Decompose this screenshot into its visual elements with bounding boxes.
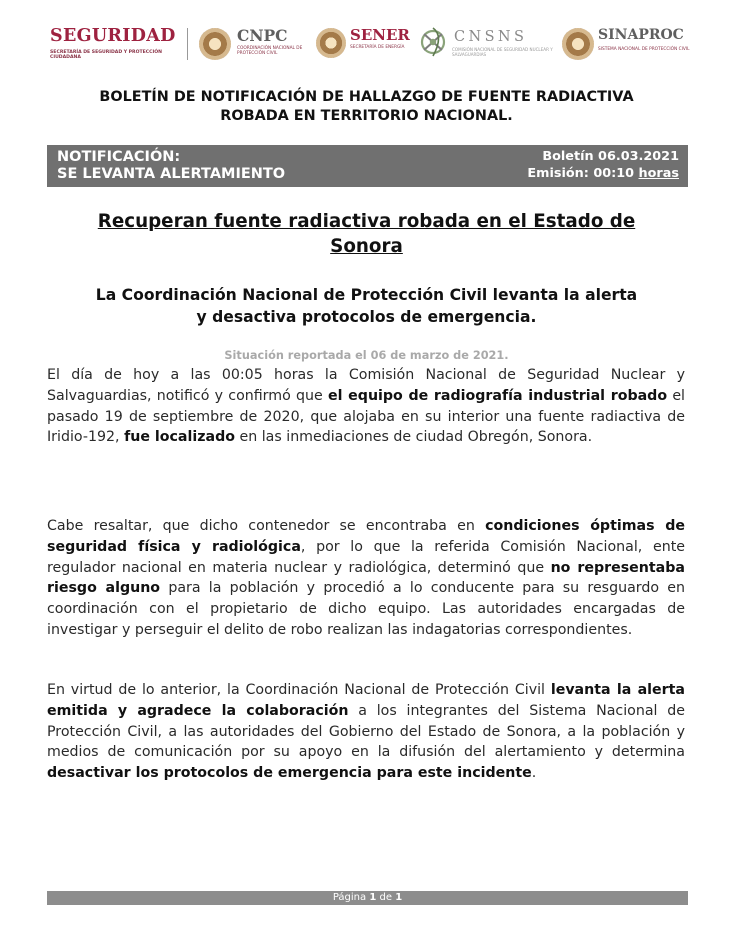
paragraph-1-text-2: el pasado 19 de septiembre de 2020, que alojaba en su interior una fuente radiactiva de Iridio-192, <box>47 387 685 446</box>
subheadline <box>60 284 673 328</box>
paragraph-1 <box>47 365 685 448</box>
paragraph-1-text-3: en las inmediaciones de ciudad Obregón, Sonora. <box>234 429 593 446</box>
paragraph-2-text-3: para la población y procedió a lo conducente para su resguardo en coordinación con el propietario de dicho equipo. Las autoridades encargadas de investigar y perseguir el delito de robo realizan las indagatorias correspondientes. <box>47 580 686 638</box>
bulletin-number: Boletín 06.03.2021 <box>542 149 679 164</box>
seguridad-logo-subtitle: SECRETARÍA DE SEGURIDAD Y PROTECCIÓN CIUDADANA <box>50 50 162 61</box>
footer-page-number: 1 <box>369 892 377 903</box>
paragraph-2-text-1: Cabe resaltar, que dicho contenedor se encontraba en <box>47 518 486 534</box>
paragraph-2-bold-1: condiciones óptimas de seguridad física y radiológica <box>47 518 685 555</box>
logo-strip <box>0 22 733 70</box>
seguridad-logo-title: SEGURIDAD <box>50 26 176 46</box>
sinaproc-logo-title: SINAPROC <box>598 27 684 43</box>
notification-label: NOTIFICACIÓN: <box>57 149 181 165</box>
paragraph-3 <box>47 680 685 784</box>
bulletin-meta <box>527 148 679 182</box>
paragraph-3-text-2: a los integrantes del Sistema Nacional de Protección Civil, a las autoridades del Gobierno del Estado de Sonora, a la población y medios de comunicación por su apoyo en la difusión del alertamiento y determina <box>47 702 685 761</box>
headline-line-2: Sonora <box>330 236 403 257</box>
cnsns-logo-title: CNSNS <box>454 29 528 45</box>
page-footer <box>47 891 688 905</box>
sener-seal-icon <box>316 28 346 58</box>
sener-logo-subtitle: SECRETARÍA DE ENERGÍA <box>350 45 405 50</box>
paragraph-3-text-1: En virtud de lo anterior, la Coordinación Nacional de Protección Civil <box>47 682 551 698</box>
notification-status-text: SE LEVANTA ALERTAMIENTO <box>57 166 286 182</box>
sener-logo <box>316 22 416 70</box>
emission-time <box>527 165 679 182</box>
emission-time-unit: horas <box>638 166 679 181</box>
paragraph-1-text-1: El día de hoy a las 00:05 horas la Comisión Nacional de Seguridad Nuclear y Salvaguardias, notificó y confirmó que <box>47 367 685 404</box>
bulletin-title-line-2: ROBADA EN TERRITORIO NACIONAL. <box>220 108 513 124</box>
paragraph-2-text-2: , por lo que la referida Comisión Nacional, ente regulador nacional en materia nuclear y radiológica, determinó que <box>47 538 685 576</box>
bulletin-title-line-1: BOLETÍN DE NOTIFICACIÓN DE HALLAZGO DE FUENTE RADIACTIVA <box>99 89 634 105</box>
emission-time-value: Emisión: 00:10 <box>527 166 635 181</box>
cnpc-logo <box>199 22 309 70</box>
cnpc-logo-subtitle: COORDINACIÓN NACIONAL DE PROTECCIÓN CIVIL <box>237 46 303 56</box>
paragraph-3-text-3: . <box>531 765 537 782</box>
cnpc-logo-title: CNPC <box>237 26 288 45</box>
paragraph-2-bold-2: no representaba riesgo alguno <box>47 559 685 597</box>
paragraph-1-bold-1: el equipo de radiografía industrial robado <box>328 387 668 404</box>
paragraph-2 <box>47 516 685 641</box>
sinaproc-seal-icon <box>562 28 594 60</box>
sener-logo-title: SENER <box>350 26 410 44</box>
notification-bar <box>47 145 688 187</box>
logo-divider <box>187 28 188 60</box>
cnsns-logo-subtitle: COMISIÓN NACIONAL DE SEGURIDAD NUCLEAR Y SALVAGUARDIAS <box>452 47 553 57</box>
footer-page-label: Página <box>332 892 367 903</box>
subheadline-line-2: y desactiva protocolos de emergencia. <box>196 308 537 326</box>
notification-status <box>57 149 285 183</box>
paragraph-3-bold-2: desactivar los protocolos de emergencia para este incidente <box>47 765 532 782</box>
cnsns-atom-icon <box>418 24 448 60</box>
paragraph-1-bold-2: fue localizado <box>124 429 235 446</box>
cnpc-seal-icon <box>199 28 231 60</box>
headline <box>60 209 673 259</box>
footer-of-label: de <box>379 892 392 903</box>
situation-date: Situación reportada el 06 de marzo de 2021. <box>224 349 509 362</box>
headline-line-1: Recuperan fuente radiactiva robada en el Estado de <box>97 211 636 232</box>
cnsns-logo <box>418 22 558 70</box>
sinaproc-logo-subtitle: SISTEMA NACIONAL DE PROTECCIÓN CIVIL <box>598 47 690 52</box>
footer-page-total: 1 <box>395 892 403 903</box>
subheadline-line-1: La Coordinación Nacional de Protección Civil levanta la alerta <box>95 286 638 304</box>
paragraph-3-bold-1: levanta la alerta emitida y agradece la colaboración <box>47 682 685 719</box>
seguridad-logo <box>50 26 180 74</box>
bulletin-title <box>60 88 673 126</box>
sinaproc-logo <box>562 22 692 70</box>
